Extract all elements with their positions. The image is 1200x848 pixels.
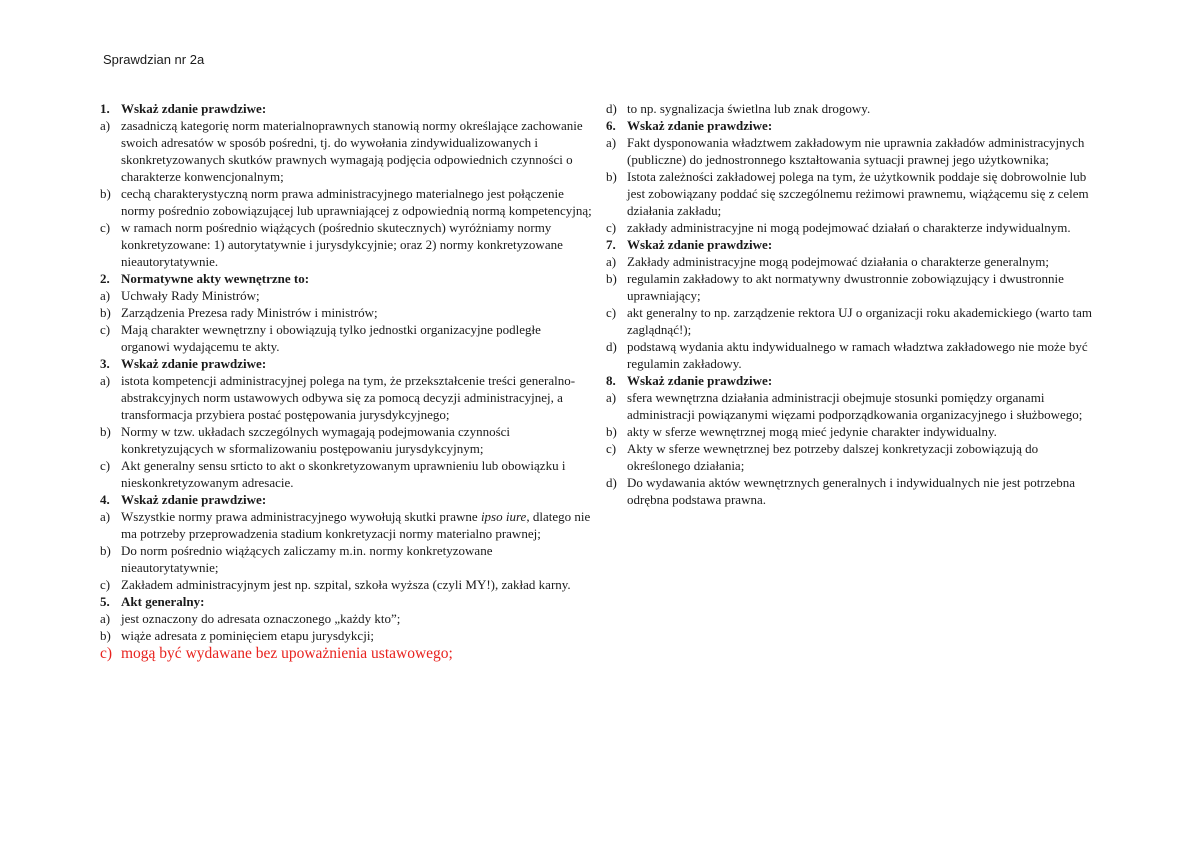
answer-option xyxy=(606,219,1098,236)
option-letter: a) xyxy=(100,611,111,626)
option-letter: c) xyxy=(606,441,617,456)
answer-option xyxy=(100,508,592,542)
option-letter: a) xyxy=(100,118,111,133)
answer-option xyxy=(100,304,592,321)
option-letter: c) xyxy=(100,322,111,337)
option-letter: a) xyxy=(606,254,617,269)
option-text: zakłady administracyjne ni mogą podejmować działań o charakterze indywidualnym. xyxy=(627,220,1071,235)
option-text: cechą charakterystyczną norm prawa administracyjnego materialnego jest połączenie normy pośrednio zobowiązującej lub uprawniającej z odpowiednią normą kompetencyjną; xyxy=(121,186,592,218)
question-title xyxy=(100,491,592,508)
left-column xyxy=(100,100,592,664)
option-letter: b) xyxy=(100,424,111,439)
option-text: Do wydawania aktów wewnętrznych generalnych i indywidualnych nie jest potrzebna odrębna podstawa prawna. xyxy=(627,475,1075,507)
question-text: Wskaż zdanie prawdziwe: xyxy=(627,118,773,133)
option-text: wiąże adresata z pominięciem etapu jurysdykcji; xyxy=(121,628,375,643)
question-text: Wskaż zdanie prawdziwe: xyxy=(627,373,773,388)
option-letter: c) xyxy=(606,305,617,320)
option-text: sfera wewnętrzna działania administracji obejmuje stosunki pomiędzy organami administracji powiązanymi więzami podporządkowania organizacyjnego i służbowego; xyxy=(627,390,1083,422)
option-text: Zakłady administracyjne mogą podejmować działania o charakterze generalnym; xyxy=(627,254,1049,269)
answer-option xyxy=(606,100,1098,117)
option-text: Normy w tzw. układach szczególnych wymagają podejmowania czynności konkretyzujących w sformalizowaniu postępowaniu jurysdykcyjnym; xyxy=(121,424,511,456)
question-title xyxy=(606,372,1098,389)
option-letter: b) xyxy=(100,305,111,320)
option-text: Zakładem administracyjnym jest np. szpital, szkoła wyższa (czyli MY!), zakład karny. xyxy=(121,577,571,592)
answer-option xyxy=(606,474,1098,508)
option-text: Wszystkie normy prawa administracyjnego wywołują skutki prawne ipso iure, dlatego nie ma potrzeby przeprowadzenia stadium konkretyzacji normy materialno prawnej; xyxy=(121,509,591,541)
option-text: Akt generalny sensu srticto to akt o skonkretyzowanym uprawnieniu lub obowiązku i nieskonkretyzowanym adresacie. xyxy=(121,458,566,490)
option-text: regulamin zakładowy to akt normatywny dwustronnie zobowiązujący i dwustronnie uprawniający; xyxy=(627,271,1064,303)
option-letter: b) xyxy=(606,424,617,439)
option-letter: c) xyxy=(100,645,113,662)
option-letter: b) xyxy=(100,543,111,558)
question-text: Wskaż zdanie prawdziwe: xyxy=(121,356,267,371)
question-text: Normatywne akty wewnętrzne to: xyxy=(121,271,310,286)
answer-option xyxy=(100,219,592,270)
option-text: Zarządzenia Prezesa rady Ministrów i ministrów; xyxy=(121,305,378,320)
answer-option xyxy=(606,423,1098,440)
option-text: Akty w sferze wewnętrznej bez potrzeby dalszej konkretyzacji zobowiązują do określonego działania; xyxy=(627,441,1039,473)
option-letter: c) xyxy=(100,577,111,592)
answer-option xyxy=(606,270,1098,304)
document-header: Sprawdzian nr 2a xyxy=(103,52,205,67)
option-text: Istota zależności zakładowej polega na tym, że użytkownik poddaje się dobrowolnie lub jest zobowiązany poddać się szczególnemu reżimowi prawnemu, wiążącemu się z celem działania zakładu; xyxy=(627,169,1089,218)
answer-option xyxy=(100,423,592,457)
answer-option xyxy=(606,389,1098,423)
answer-option xyxy=(100,627,592,644)
option-letter: c) xyxy=(100,458,111,473)
question-text: Wskaż zdanie prawdziwe: xyxy=(627,237,773,252)
option-letter: a) xyxy=(606,135,617,150)
question-number: 6. xyxy=(606,118,616,133)
option-letter: d) xyxy=(606,339,617,354)
question-text: Wskaż zdanie prawdziwe: xyxy=(121,492,267,507)
question-number: 1. xyxy=(100,101,110,116)
option-letter: a) xyxy=(100,509,111,524)
answer-option xyxy=(606,440,1098,474)
option-text: zasadniczą kategorię norm materialnoprawnych stanowią normy określające zachowanie swoich adresatów w sposób pośredni, tj. do wywołania zindywidualizowanych i skonkretyzowanych skutków prawnych wymagają podjęcia odpowiednich czynności o charakterze konwencjonalnym; xyxy=(121,118,583,184)
option-text: Uchwały Rady Ministrów; xyxy=(121,288,260,303)
question-text: Akt generalny: xyxy=(121,594,205,609)
answer-option xyxy=(100,117,592,185)
option-letter: d) xyxy=(606,475,617,490)
question-text: Wskaż zdanie prawdziwe: xyxy=(121,101,267,116)
question-number: 5. xyxy=(100,594,110,609)
answer-option xyxy=(606,338,1098,372)
question-number: 8. xyxy=(606,373,616,388)
option-letter: b) xyxy=(606,271,617,286)
option-letter: a) xyxy=(606,390,617,405)
answer-option xyxy=(606,168,1098,219)
option-text: istota kompetencji administracyjnej polega na tym, że przekształcenie treści generalno-abstrakcyjnych norm ustawowych odbywa się za pomocą decyzji administracyjnej, a transformacja przybiera postać postępowania jurysdykcyjnego; xyxy=(121,373,576,422)
option-text: Mają charakter wewnętrzny i obowiązują tylko jednostki organizacyjne podległe organowi wydającemu te akty. xyxy=(121,322,541,354)
answer-option xyxy=(606,304,1098,338)
answer-option xyxy=(100,287,592,304)
answer-option xyxy=(606,253,1098,270)
italic-term: ipso iure xyxy=(480,509,527,524)
answer-option xyxy=(100,610,592,627)
option-letter: d) xyxy=(606,101,617,116)
option-letter: b) xyxy=(100,628,111,643)
question-title xyxy=(100,100,592,117)
option-text: Do norm pośrednio wiążących zaliczamy m.in. normy konkretyzowane nieautorytatywnie; xyxy=(121,543,493,575)
option-letter: b) xyxy=(100,186,111,201)
question-title xyxy=(606,236,1098,253)
question-title xyxy=(606,117,1098,134)
question-number: 7. xyxy=(606,237,616,252)
right-column xyxy=(606,100,1098,508)
answer-option xyxy=(100,644,592,664)
question-title xyxy=(100,355,592,372)
option-text: to np. sygnalizacja świetlna lub znak drogowy. xyxy=(627,101,871,116)
option-text: akty w sferze wewnętrznej mogą mieć jedynie charakter indywidualny. xyxy=(627,424,997,439)
question-title xyxy=(100,593,592,610)
option-text: akt generalny to np. zarządzenie rektora UJ o organizacji roku akademickiego (warto tam zaglądnąć!); xyxy=(627,305,1093,337)
option-letter: c) xyxy=(606,220,617,235)
option-text: mogą być wydawane bez upoważnienia ustawowego; xyxy=(121,645,453,662)
option-letter: a) xyxy=(100,373,111,388)
answer-option xyxy=(606,134,1098,168)
answer-option xyxy=(100,372,592,423)
option-text: w ramach norm pośrednio wiążących (pośrednio skutecznych) wyróżniamy normy konkretyzowane: 1) autorytatywnie i jurysdykcyjnie; oraz 2) normy konkretyzowane nieautorytatywnie. xyxy=(121,220,563,269)
answer-option xyxy=(100,542,592,576)
option-letter: a) xyxy=(100,288,111,303)
answer-option xyxy=(100,576,592,593)
question-number: 3. xyxy=(100,356,110,371)
question-title xyxy=(100,270,592,287)
option-text: Fakt dysponowania władztwem zakładowym nie uprawnia zakładów administracyjnych (publiczne) do jednostronnego kształtowania sytuacji prawnej jego użytkownika; xyxy=(627,135,1085,167)
option-text: podstawą wydania aktu indywidualnego w ramach władztwa zakładowego nie może być regulamin zakładowy. xyxy=(627,339,1088,371)
option-letter: b) xyxy=(606,169,617,184)
answer-option xyxy=(100,321,592,355)
answer-option xyxy=(100,185,592,219)
option-text: jest oznaczony do adresata oznaczonego „każdy kto”; xyxy=(121,611,401,626)
answer-option xyxy=(100,457,592,491)
question-number: 4. xyxy=(100,492,110,507)
question-number: 2. xyxy=(100,271,110,286)
option-letter: c) xyxy=(100,220,111,235)
